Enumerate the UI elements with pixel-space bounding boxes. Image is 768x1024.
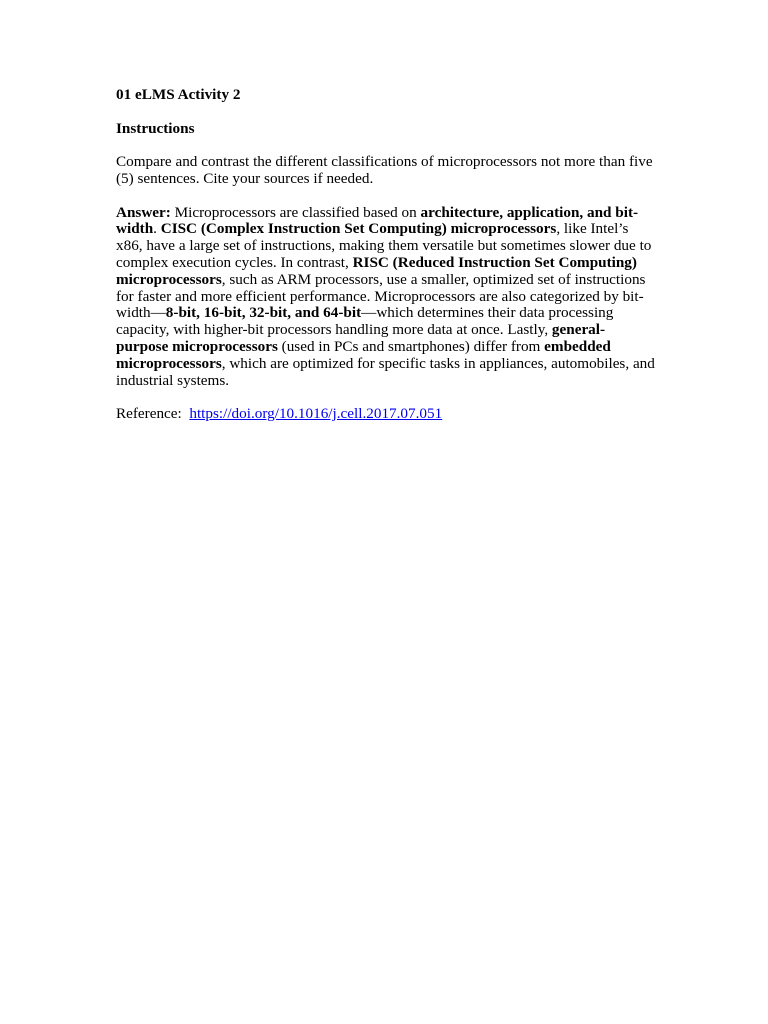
- answer-bold-bitwidths: 8-bit, 16-bit, 32-bit, and 64-bit: [165, 304, 362, 322]
- answer-text-1: Microprocessors are classified based on: [170, 203, 421, 221]
- instructions-heading: Instructions: [116, 119, 195, 137]
- answer-text-2: .: [153, 220, 161, 238]
- answer-paragraph: [116, 205, 656, 390]
- answer-label: Answer:: [116, 203, 171, 221]
- instructions-text: Compare and contrast the different classifications of microprocessors not more than five (5) sentences. Cite your sources if needed.: [116, 153, 653, 187]
- answer-bold-classification: architecture, application, and bit-width: [116, 203, 639, 238]
- answer-bold-risc: RISC (Reduced Instruction Set Computing) microprocessors: [116, 253, 637, 288]
- answer-text-4: , such as ARM processors, use a smaller, optimized set of instructions for faster and more efficient performance. Microprocessors are also categorized by bit-width—: [116, 270, 646, 322]
- answer-bold-cisc: CISC (Complex Instruction Set Computing) microprocessors: [160, 220, 557, 238]
- reference-link[interactable]: https://doi.org/10.1016/j.cell.2017.07.051: [189, 405, 443, 423]
- answer-text-7: , which are optimized for specific tasks in appliances, automobiles, and industrial systems.: [116, 354, 655, 389]
- reference-line: [116, 406, 656, 423]
- answer-text-3: , like Intel’s x86, have a large set of instructions, making them versatile but sometimes slower due to complex execution cycles. In contrast,: [116, 220, 652, 271]
- answer-text-5: —which determines their data processing capacity, with higher-bit processors handling more data at once. Lastly,: [116, 304, 614, 339]
- answer-bold-embedded: embedded microprocessors: [116, 337, 611, 372]
- document-page: [116, 87, 656, 440]
- document-title: 01 eLMS Activity 2: [116, 86, 241, 103]
- reference-label: Reference:: [116, 405, 182, 423]
- answer-text-6: (used in PCs and smartphones) differ from: [277, 337, 545, 355]
- answer-bold-general-purpose: general-purpose microprocessors: [116, 321, 606, 355]
